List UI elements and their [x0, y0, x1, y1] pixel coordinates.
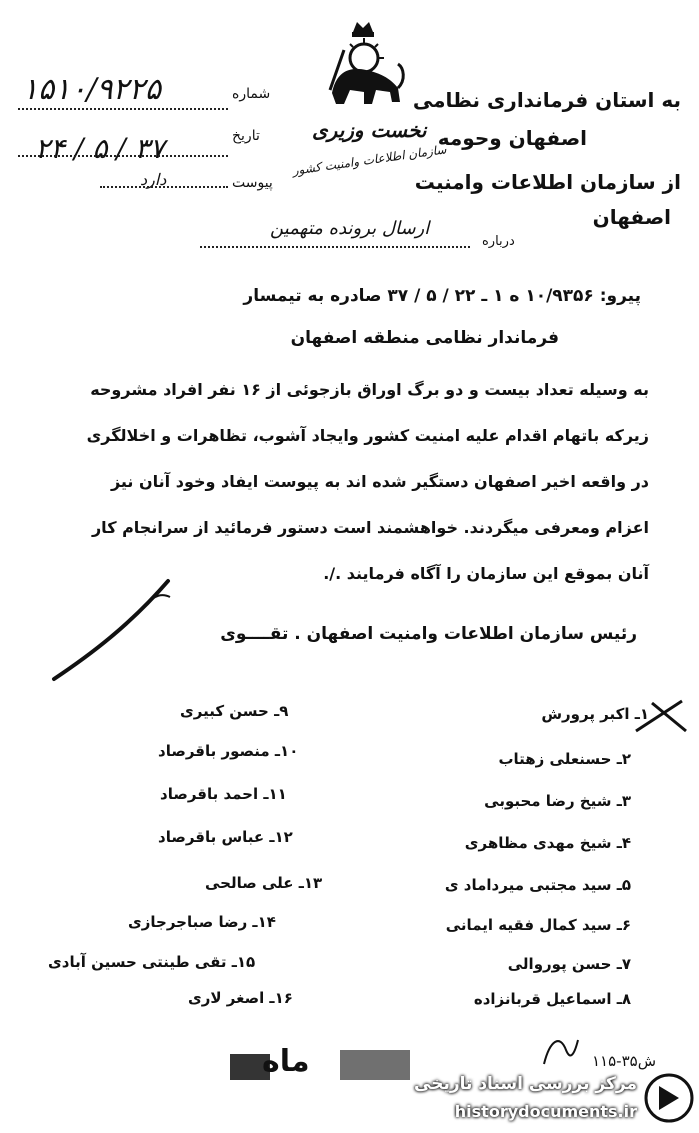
- list-item: ۱۲ـ عباس باقرصاد: [158, 828, 293, 846]
- list-item: ۲ـ حسنعلی زهتاب: [498, 750, 631, 768]
- body-line-4: اعزام ومعرفی میگردند. خواهشمند است دستور فرمائید از سرانجام کار: [91, 518, 649, 537]
- emblem-subtitle: سازمان اطلاعات وامنیت کشور: [291, 142, 448, 178]
- reference-line: پیرو: ۱۰/۹۳۵۶ ه ۱ ـ ۲۲ / ۵ / ۳۷ صادره به تیمسار: [243, 286, 641, 306]
- lion-and-sun-emblem: [318, 18, 408, 113]
- list-item: ۱۳ـ علی صالحی: [205, 874, 323, 892]
- emblem-title: نخست وزیری: [312, 118, 427, 142]
- attachment-value: دارد: [140, 170, 167, 189]
- initials-mark: [540, 1030, 580, 1070]
- stamp-text: ماه: [262, 1044, 310, 1079]
- bottom-stamp: [220, 1040, 420, 1090]
- list-item: ۱۶ـ اصغر لاری: [188, 989, 293, 1007]
- about-label: درباره: [482, 234, 515, 249]
- date-dots: [18, 155, 228, 157]
- list-item: ۶ـ سید کمال فقیه ایمانی: [445, 916, 631, 934]
- body-line-5: آنان بموقع این سازمان را آگاه فرمایند ./.: [323, 564, 649, 583]
- recipient-line: فرماندار نظامی منطقه اصفهان: [290, 328, 559, 348]
- list-item: ۸ـ اسماعیل قربانزاده: [473, 990, 631, 1008]
- list-item: ۱۰ـ منصور باقرصاد: [158, 742, 299, 760]
- list-item: ۱۵ـ تقی طینتی حسین آبادی: [48, 953, 256, 971]
- body-line-3: در واقعه اخیر اصفهان دستگیر شده اند به پیوست ایفاد وخود آنان نیز: [110, 472, 649, 491]
- list-item: ۴ـ شیخ مهدی مظاهری: [464, 834, 631, 852]
- list-item: ۷ـ حسن پوروالی: [507, 955, 631, 973]
- watermark-text-fa: مرکز بررسی اسناد تاریخی: [414, 1074, 637, 1094]
- list-item: ۳ـ شیخ رضا محبوبی: [484, 792, 631, 810]
- to-line1: به استان فرمانداری نظامی: [412, 88, 681, 112]
- date-label: تاریخ: [232, 128, 260, 144]
- number-label: شماره: [232, 86, 271, 102]
- watermark-logo-icon: [643, 1072, 695, 1124]
- to-line2: اصفهان وحومه: [437, 126, 587, 150]
- list-item: ۹ـ حسن کبیری: [180, 702, 289, 720]
- about-dots: [200, 246, 470, 248]
- list-item: ۱ـ اکبر پرورش: [541, 705, 649, 723]
- watermark: [410, 1070, 695, 1130]
- signature-line: رئیس سازمان اطلاعات وامنیت اصفهان . تقــــوی: [220, 624, 637, 644]
- list-item: ۵ـ سید مجتبی میرداماد ی: [444, 876, 631, 894]
- attachment-dots: [100, 186, 228, 188]
- from-line2: اصفهان: [592, 205, 671, 229]
- cross-mark: [632, 695, 692, 735]
- watermark-text-en: historydocuments.ir: [454, 1102, 637, 1121]
- body-line-1: به ‌وسیله تعداد بیست و دو برگ اوراق بازجوئی از ۱۶ نفر افراد مشروحه: [90, 380, 649, 399]
- number-value: ۱۵۱۰/۹۲۲۵: [22, 72, 162, 107]
- date-value: ۲۴ / ۵ / ۳۷: [35, 132, 165, 165]
- list-item: ۱۴ـ رضا صباجرجازی: [128, 913, 276, 931]
- archive-code: ۱۱۵-۳۵ش: [592, 1052, 657, 1070]
- list-item: ۱۱ـ احمد باقرصاد: [160, 785, 287, 803]
- number-dots: [18, 108, 228, 110]
- from-line1: از سازمان اطلاعات وامنیت: [414, 170, 681, 194]
- about-value: ارسال برونده متهمین: [270, 218, 430, 239]
- attachment-label: پیوست: [232, 175, 273, 191]
- handwritten-signature: [50, 575, 180, 685]
- body-line-2: زیرکه باتهام اقدام علیه امنیت کشور وایجاد آشوب، تظاهرات و اخلالگری: [86, 426, 649, 445]
